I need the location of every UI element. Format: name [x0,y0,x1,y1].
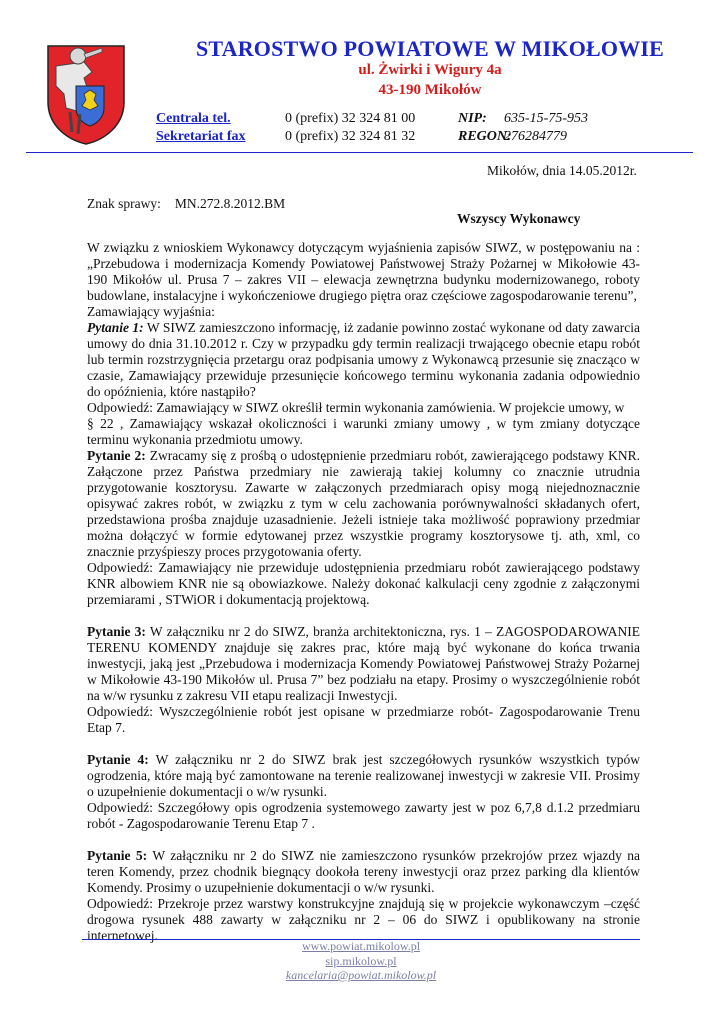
question-3 [87,624,640,704]
case-reference-label: Znak sprawy: [87,196,161,211]
phone-value: 0 (prefix) 32 324 81 00 [285,111,416,126]
answer-5: Odpowiedź: Przekroje przez warstwy konstrukcyjne znajdują się w projekcie wykonawczym –część drogowa rysunek 488 zawarty w załączniku nr 2 – 06 do SIWZ i opublikowany na stronie internetowej. [87,896,640,943]
footer-email-link[interactable]: kancelaria@powiat.mikolow.pl [285,968,437,982]
question-4 [87,752,640,800]
answer-4: Odpowiedź: Szczegółowy opis ogrodzenia systemowego zawarty jest w poz 6,7,8 d.1.2 przedmiaru robót - Zagospodarowanie Terenu Etap 7 . [87,800,640,831]
question-1-text: W SIWZ zamieszczono informację, iż zadanie powinno zostać wykonane od daty zawarcia umowy do dnia 31.10.2012 r. Czy w przypadku gdy termin realizacji trwającego obecnie etapu robót lub termin rozstrzygnięcia przetargu oraz podpisania umowy z Wykonawcą przesunie się znacząco w czasie, Zamawiający przewiduje przesunięcie końcowego terminu wykonania zadania odpowiednio do opóźnienia, które nastąpiło? [87,320,640,399]
powiat-coat-of-arms-logo [44,42,128,146]
intro-tail: Zamawiający wyjaśnia: [87,304,215,319]
answer-1-cont: § 22 , Zamawiający wskazał okoliczności i warunki zmiany umowy , w tym zmiany dotyczące terminu wykonania przedmiotu umowy. [87,416,640,447]
footer-website-link[interactable]: www.powiat.mikolow.pl [301,939,421,953]
regon-label: REGON: [458,129,512,144]
question-5 [87,848,640,896]
letter-body [87,240,640,944]
question-1-label: Pytanie 1: [87,320,144,335]
question-2-text: Zwracamy się z prośbą o udostępnienie przedmiaru robót, zawierającego podstawy KNR. Załączone przez Państwa przedmiary nie zawierają takiej kolumny co znacznie utrudnia przygotowanie kosztorysu. Zawarte w załączonych przedmiarach opisy mogą niejednoznacznie opisywać zakres robót, w związku z tym w celu zachowania porównywalności składanych ofert, przedstawiona prośba znajduje uzasadnienie. Jeżeli istnieje taka możliwość poprawiony przedmiar można dołączyć w formie edytowanej przez wszystkie programy kosztorysowe tj. ath, xml, co znacznie przyśpieszy proces przygotowania oferty. [87,448,640,559]
case-reference-value: MN.272.8.2012.BM [174,196,286,211]
nip-label: NIP: [458,111,487,126]
institution-title: STAROSTWO POWIATOWE W MIKOŁOWIE [195,36,665,61]
question-4-label: Pytanie 4: [87,752,149,767]
fax-value: 0 (prefix) 32 324 81 32 [285,129,416,144]
address-postcode: 43-190 Mikołów [378,82,482,98]
phone-label: Centrala tel. [156,111,231,126]
fax-label: Sekretariat fax [156,129,246,144]
question-2-label: Pytanie 2: [87,448,146,463]
letter-date: Mikołów, dnia 14.05.2012r. [487,163,637,178]
intro-paragraph: W związku z wnioskiem Wykonawcy dotyczącym wyjaśnienia zapisów SIWZ, w postępowaniu na : „Przebudowa i modernizacja Komendy Powiatowej Państwowej Straży Pożarnej w Mikołowie 43-190 Mikołów ul. Prusa 7 – zakres VII – elewacja zewnętrzna budynku modernizowanego, roboty budowlane, instalacyjne i wykończeniowe drugiego piętra oraz częściowe zagospodarowanie terenu”, [87,240,640,303]
answer-2: Odpowiedź: Zamawiający nie przewiduje udostępnienia przedmiaru robót zawierającego podstawy KNR albowiem KNR nie są obowiazkowe. Należy dokonać kalkulacji ceny zgodnie z załączonymi przemiarami , STWiOR i dokumentacją projektową. [87,560,640,607]
question-2 [87,448,640,560]
question-4-text: W załączniku nr 2 do SIWZ brak jest szczegółowych rysunków wszystkich typów ogrodzenia, które mają być zamontowane na terenie realizowanej inwestycji w zakresie VII. Prosimy o uzupełnienie dokumentacji o w/w rysunki. [87,752,640,799]
recipient: Wszyscy Wykonawcy [457,211,581,226]
answer-3: Odpowiedź: Wyszczególnienie robót jest opisane w przedmiarze robót- Zagospodarowanie Trenu Etap 7. [87,704,640,735]
case-reference [87,196,285,212]
question-3-label: Pytanie 3: [87,624,146,639]
question-1 [87,320,640,400]
header-divider [26,152,693,153]
answer-1: Odpowiedź: Zamawiający w SIWZ określił termin wykonania zamówienia. W projekcie umowy, w [87,400,625,415]
nip-value: 635-15-75-953 [504,111,588,126]
address-street: ul. Żwirki i Wigury 4a [358,62,502,78]
footer-bip-link[interactable]: sip.mikolow.pl [325,954,397,968]
question-5-text: W załączniku nr 2 do SIWZ nie zamieszczono rysunków przekrojów przez wjazdy na teren Komendy, przez chodnik biegnący dookoła tereny inwestycji oraz przez parking dla klientów Komendy. Prosimy o uzupełnienie dokumentacji o w/w rysunki. [87,848,640,895]
regon-value: 276284779 [504,129,567,144]
question-3-text: W załączniku nr 2 do SIWZ, branża architektoniczna, rys. 1 – ZAGOSPODAROWANIE TERENU KOMENDY znajduje się zakres prac, które mają być wykonane do końca trwania inwestycji, jaką jest „Przebudowa i modernizacja Komendy Powiatowej Państwowej Straży Pożarnej w Mikołowie 43-190 Mikołów ul. Prusa 7” bez podziału na etapy. Prosimy o wyszczególnienie robót na w/w rysunku z zakresu VII etapu realizacji Inwestycji. [87,624,640,703]
question-5-label: Pytanie 5: [87,848,148,863]
